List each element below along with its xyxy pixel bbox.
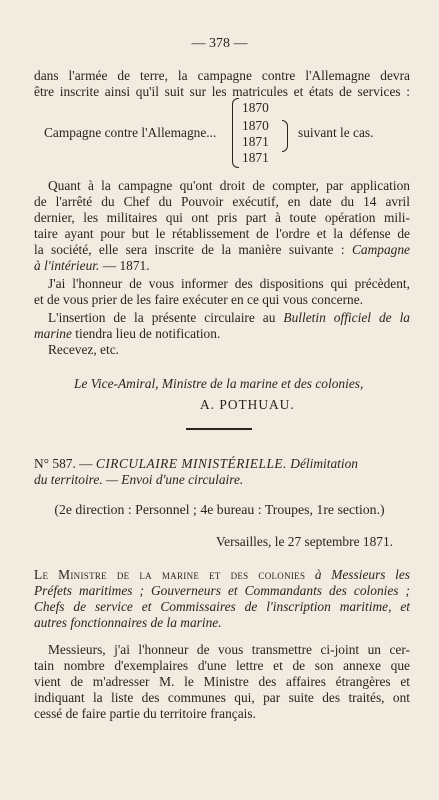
address-sender: Le Ministre de la marine et des colonies [34,567,306,582]
para3-line-2 [34,326,220,342]
circular-place-date: Versailles, le 27 septembre 1871. [216,534,394,549]
intro-line-1: dans l'armée de terre, la campagne contre l'Allemagne devra [34,68,410,83]
circular-subject-1: Délimitation [290,456,358,471]
campaign-label: Campagne contre l'Allemagne... [44,125,217,140]
para1-line-1: Quant à la campagne qu'ont droit de compter, par application [48,178,410,193]
section-divider [186,428,252,430]
body-line-4: indiquant la liste des communes qui, par suite des traités, ont [34,690,410,705]
address-recipients: à Messieurs les [314,567,410,582]
inner-brace-right [282,120,288,152]
para1-line-3: dernier, les militaires qui ont pris part à toute opération mili- [34,210,410,225]
para1-last-rest: — 1871. [99,258,150,273]
circular-direction: (2e direction : Personnel ; 4e bureau : Troupes, 1re section.) [54,502,385,517]
body-line-2: tain nombre d'exemplaires d'une lettre et de son annexe que [34,658,410,673]
closing: Recevez, etc. [48,342,119,357]
year-inner-1: 1870 [242,118,269,133]
address-line-3: Chefs de service et Commissaires de l'inscription maritime, et [34,599,410,614]
campaign-suffix: suivant le cas. [298,125,374,140]
circular-dash: — [75,456,96,471]
para1-line-5-italic: Campagne [351,242,410,257]
circular-heading-line-1 [34,456,358,472]
para2-line-2: et de vous prier de les faire exécuter en ce qui vous concerne. [34,292,364,307]
para1-line-2: de l'arrêté du Chef du Pouvoir exécutif, en date du 14 avril [34,194,410,209]
outer-brace-left [232,98,239,168]
para2-line-1: J'ai l'honneur de vous informer des dispositions qui précèdent, [48,276,410,291]
page-number: — 378 — [191,36,248,51]
address-line-1 [34,567,410,583]
year-outer-1: 1870 [242,100,269,115]
body-line-1: Messieurs, j'ai l'honneur de vous transmettre ci-joint un cer- [48,642,410,657]
para1-line-4: taire ayant pour but le rétablissement de l'ordre et la défense de [34,226,410,241]
body-line-3: vient de m'adresser M. le Ministre des affaires étrangères et [34,674,410,689]
body-line-5: cessé de faire partie du territoire français. [34,706,256,721]
para1-last-italic: à l'intérieur. [34,258,100,273]
circular-subject-2: du territoire. — Envoi d'une circulaire. [34,472,244,487]
para1-line-5 [34,242,410,258]
signature-name: A. POTHUAU. [200,397,295,412]
para3-line-1 [48,310,410,326]
circular-title: CIRCULAIRE MINISTÉRIELLE. [95,456,287,471]
year-inner-2: 1871 [242,134,269,149]
circular-number: N° 587. [34,456,76,471]
para3-italic: Bulletin officiel de la [283,310,410,325]
para1-line-6 [34,258,150,274]
para1-line-5-text: la société, elle sera inscrite de la manière suivante : [34,242,345,257]
para3-start: L'insertion de la présente circulaire au [48,310,284,325]
year-outer-2: 1871 [242,150,269,165]
address-line-4: autres fonctionnaires de la marine. [34,615,222,630]
address-line-2: Préfets maritimes ; Gouverneurs et Commandants des colonies ; [34,583,410,598]
signature-title: Le Vice-Amiral, Ministre de la marine et des colonies, [74,376,364,391]
intro-line-2: être inscrite ainsi qu'il suit sur les matricules et états de services : [34,84,410,99]
para3-line2-rest: tiendra lieu de notification. [71,326,221,341]
para3-line2-italic: marine [34,326,72,341]
